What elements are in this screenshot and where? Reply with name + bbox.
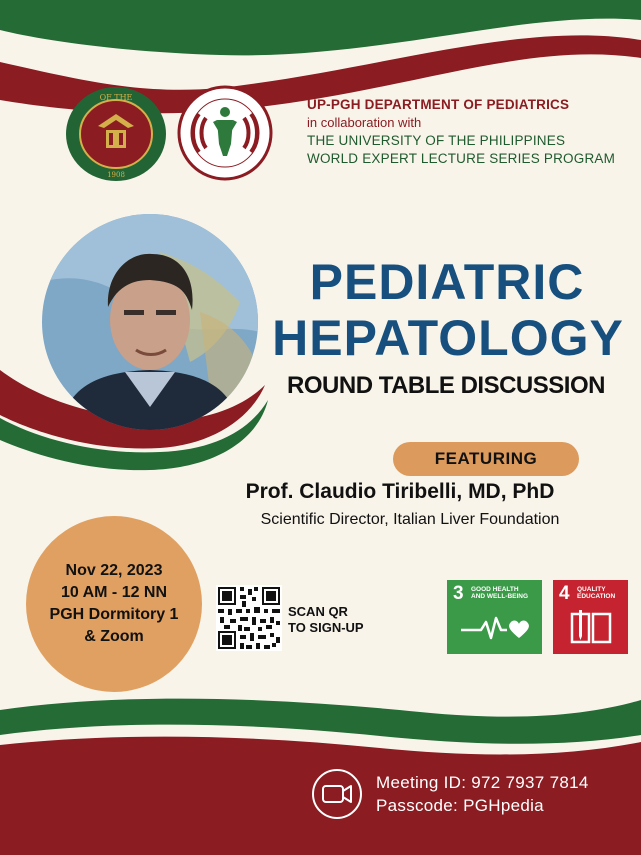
speaker-photo — [40, 212, 260, 432]
event-platform: & Zoom — [84, 628, 144, 645]
video-camera-icon — [311, 768, 363, 820]
sdg-4-label: QUALITY EDUCATION — [577, 586, 616, 600]
qr-instruction-line-2: TO SIGN-UP — [288, 620, 364, 635]
meeting-passcode: Passcode: PGHpedia — [376, 796, 544, 815]
sdg-3-tile — [447, 580, 542, 654]
heartbeat-icon — [459, 612, 531, 644]
qr-instruction — [288, 604, 364, 636]
book-icon — [569, 608, 613, 646]
svg-text:1908: 1908 — [107, 171, 125, 179]
speaker-role: Scientific Director, Italian Liver Foundation — [260, 511, 560, 528]
university-name: THE UNIVERSITY OF THE PHILIPPINES — [307, 133, 566, 148]
collaboration-text: in collaboration with — [307, 115, 422, 130]
speaker-name: Prof. Claudio Tiribelli, MD, PhD — [245, 480, 555, 503]
pgh-pediatrics-seal-logo — [177, 84, 273, 182]
meeting-id: Meeting ID: 972 7937 7814 — [376, 773, 589, 792]
sdg-4-tile — [553, 580, 628, 654]
meeting-details — [376, 771, 589, 817]
event-date: Nov 22, 2023 — [65, 562, 163, 579]
title-line-1: PEDIATRIC — [309, 254, 585, 310]
sdg-3-label: GOOD HEALTH AND WELL-BEING — [471, 586, 529, 600]
sdg-3-number: 3 — [453, 583, 464, 604]
sdg-4-number: 4 — [559, 583, 570, 604]
title-line-2: HEPATOLOGY — [272, 310, 624, 366]
featuring-badge: FEATURING — [393, 442, 579, 476]
subtitle: ROUND TABLE DISCUSSION — [287, 372, 605, 399]
event-details-circle — [26, 516, 202, 692]
event-venue: PGH Dormitory 1 — [49, 606, 179, 623]
svg-text:OF THE: OF THE — [99, 93, 133, 102]
organizer-block — [307, 96, 637, 168]
qr-code[interactable] — [216, 585, 282, 651]
program-name: WORLD EXPERT LECTURE SERIES PROGRAM — [307, 151, 616, 166]
up-seal-logo — [63, 84, 169, 184]
qr-instruction-line-1: SCAN QR — [288, 604, 348, 619]
event-time: 10 AM - 12 NN — [60, 584, 168, 601]
department-name: UP-PGH DEPARTMENT OF PEDIATRICS — [307, 97, 570, 112]
